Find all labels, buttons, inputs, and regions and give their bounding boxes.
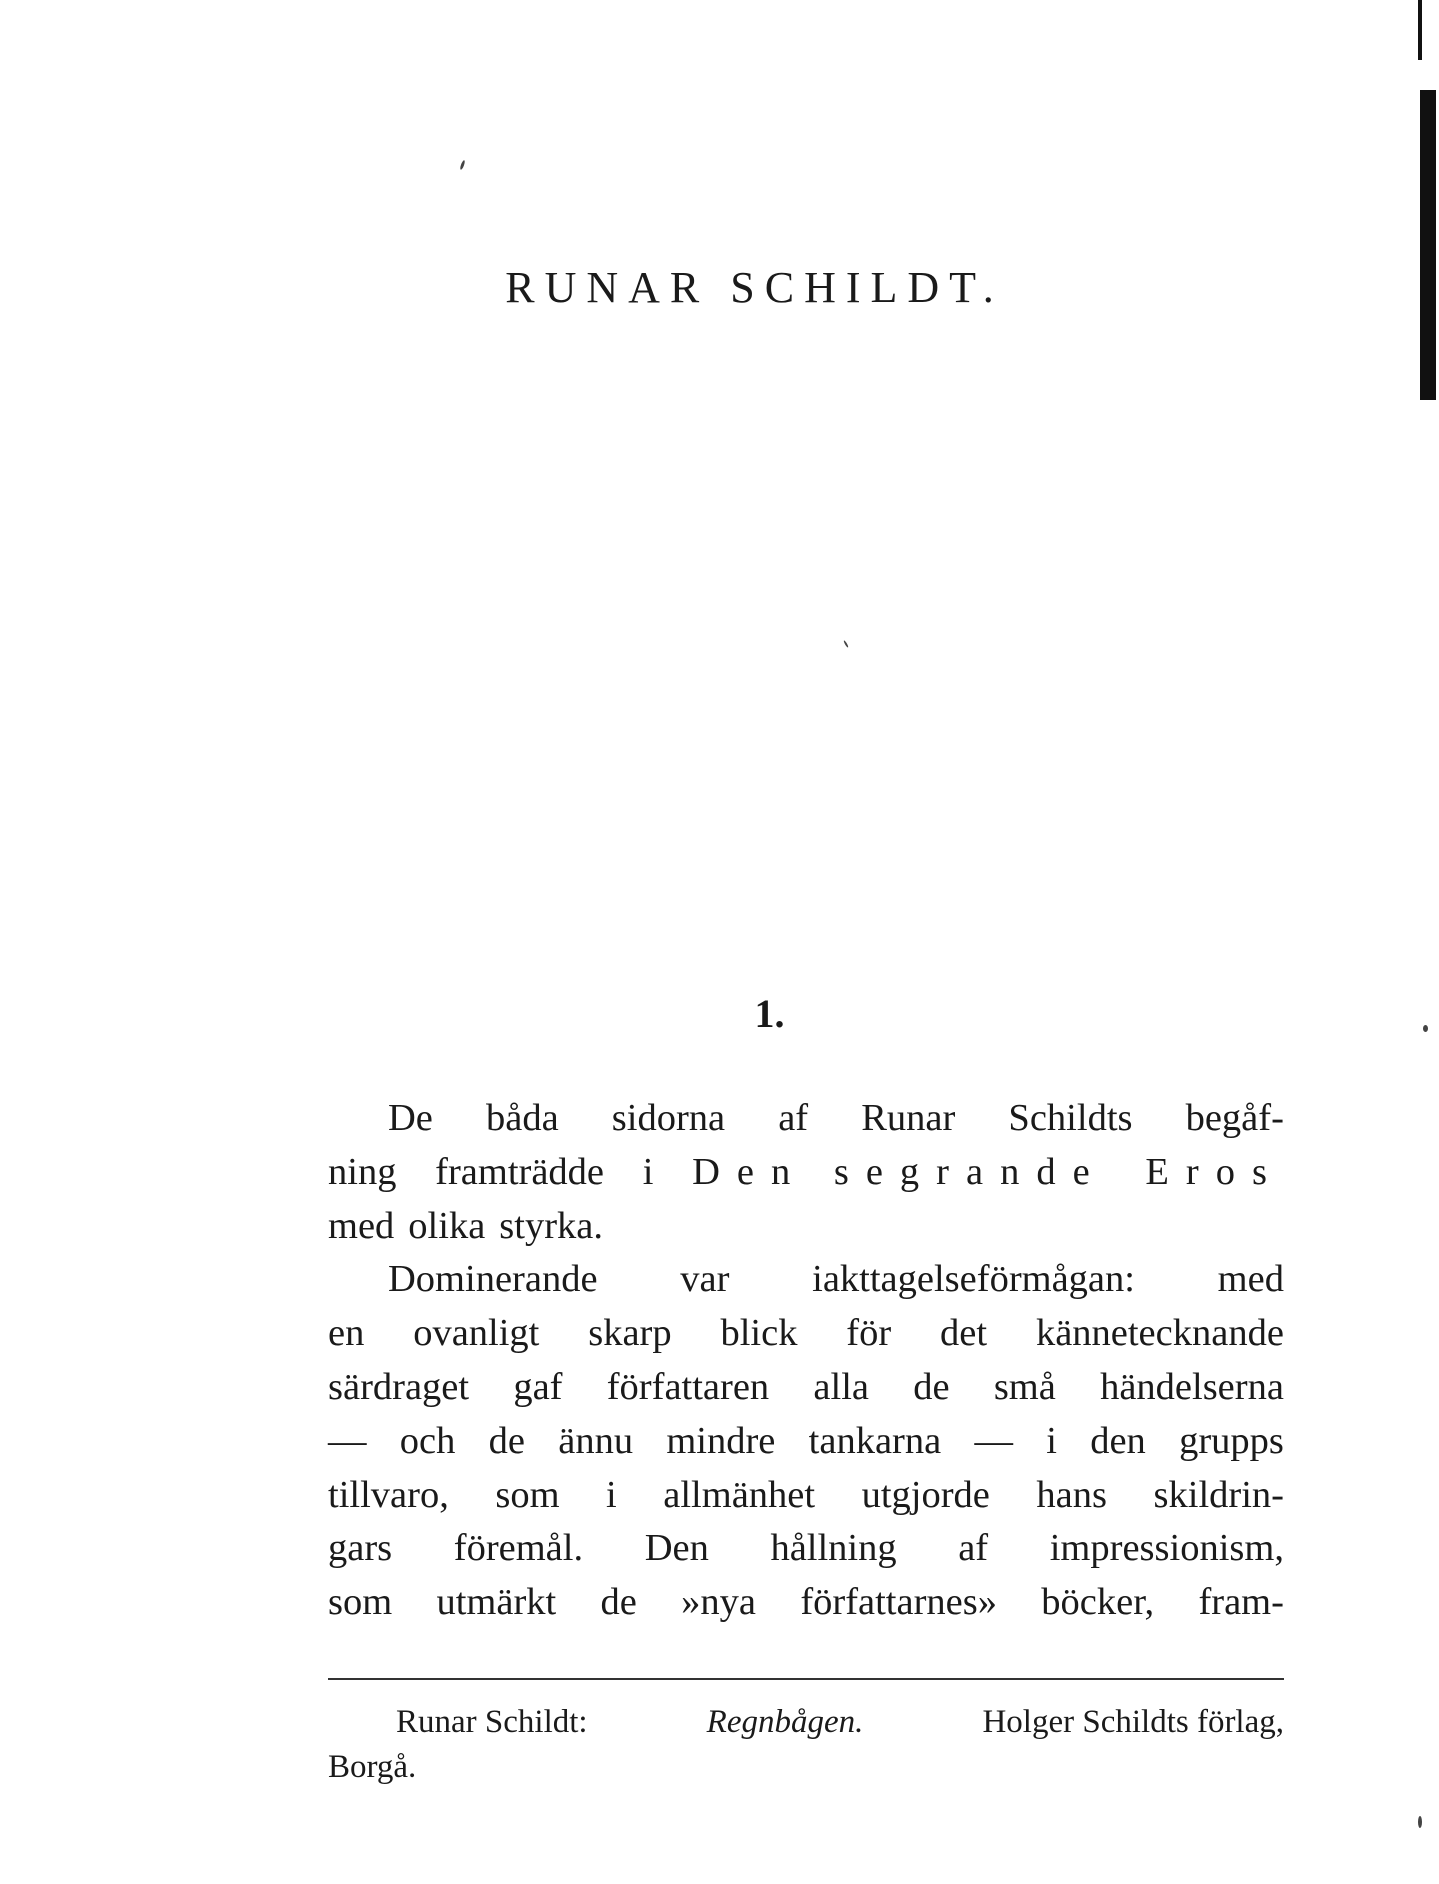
word: olika [408,1204,486,1247]
word: gaf [513,1365,563,1408]
word: utmärkt [436,1581,557,1624]
word: för [846,1312,892,1355]
word: som [495,1473,560,1516]
footnote-divider [328,1678,1284,1680]
text-line [328,1200,1284,1254]
word: ovanligt [413,1312,540,1355]
footnote-place: Borgå. [328,1749,417,1785]
word: sidorna [611,1097,726,1139]
footnote-work-title: Regnbågen. [706,1704,864,1740]
spaced-title-word: Den segrande [692,1150,1107,1193]
word: med [328,1204,395,1247]
text-line [328,1415,1284,1469]
word: allmänhet [663,1473,816,1516]
word: fram- [1198,1581,1284,1624]
word: framträdde [435,1150,605,1193]
word: skarp [588,1312,672,1355]
word: — [974,1419,1013,1462]
word: kännetecknande [1035,1312,1284,1355]
footnote [328,1700,1284,1790]
text-line [328,1576,1284,1630]
word: De [388,1097,433,1139]
word: ning [328,1150,397,1193]
text-line [328,1469,1284,1523]
scan-speck [1418,1816,1422,1828]
word: hans [1036,1473,1107,1516]
word: författarnes» [800,1581,997,1624]
footnote-publisher: Holger Schildts förlag, [982,1704,1284,1740]
word: mindre [666,1419,776,1462]
scan-edge-mark [1420,90,1436,400]
word: ännu [558,1419,634,1462]
word: grupps [1179,1419,1284,1462]
word: iakttagelseförmågan: [812,1258,1135,1301]
word: i [1046,1419,1057,1462]
word: i [606,1473,617,1516]
scan-speck [843,640,849,648]
word: böcker, [1041,1581,1155,1624]
word: begåf- [1185,1097,1284,1139]
page-title: RUNAR SCHILDT. [505,263,1004,312]
word: särdraget [328,1365,470,1408]
word: impressionism, [1049,1527,1284,1570]
word: Runar [861,1097,956,1139]
text-line [328,1253,1284,1307]
word: det [940,1312,988,1355]
text-line [328,1307,1284,1361]
word: de [913,1365,950,1408]
word: den [1090,1419,1146,1462]
word: de [600,1581,637,1624]
footnote-author: Runar Schildt: [396,1704,588,1740]
word: med [1217,1258,1284,1301]
word: i [642,1150,654,1193]
section-number: 1. [754,991,785,1036]
word: utgjorde [861,1473,990,1516]
body-text [328,1092,1284,1630]
text-line [328,1146,1284,1200]
word: tankarna [808,1419,942,1462]
word: tillvaro, [328,1473,449,1516]
word: af [778,1097,809,1139]
word: som [328,1581,393,1624]
spaced-title-word: Eros [1145,1150,1284,1193]
word: och [399,1419,456,1462]
word: händelserna [1100,1365,1284,1408]
scan-edge-mark [1418,0,1422,60]
word: Dominerande [388,1258,598,1301]
word: båda [486,1097,559,1139]
word: styrka. [499,1204,603,1247]
word: gars [328,1527,393,1570]
scan-speck [459,160,465,170]
word: blick [720,1312,798,1355]
text-line [328,1361,1284,1415]
word: en [328,1312,365,1355]
word: föremål. [453,1527,584,1570]
word: »nya [681,1581,757,1624]
word: författaren [606,1365,770,1408]
word: de [488,1419,525,1462]
word: — [328,1419,367,1462]
word: små [993,1365,1056,1408]
word: alla [813,1365,869,1408]
word: Schildts [1008,1097,1133,1139]
word: hållning [770,1527,897,1570]
text-line [328,1092,1284,1146]
word: var [680,1258,730,1301]
text-line [328,1522,1284,1576]
footnote-line [328,1700,1284,1745]
word: af [958,1527,989,1570]
word: Den [644,1527,709,1570]
word: skildrin- [1153,1473,1284,1516]
